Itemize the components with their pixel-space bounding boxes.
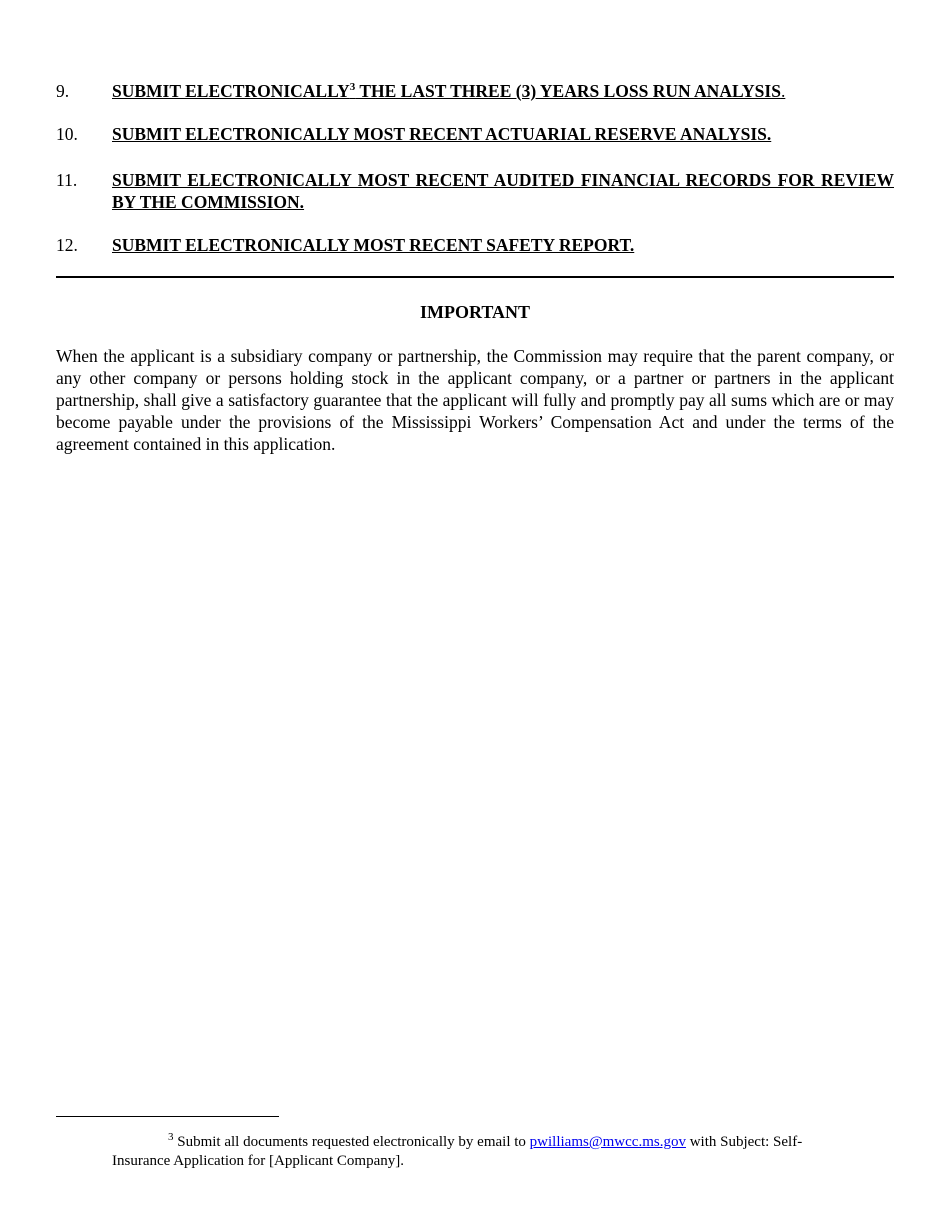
item-text: SUBMIT ELECTRONICALLY MOST RECENT SAFETY REPORT. (112, 235, 635, 255)
item-number: 11. (56, 170, 78, 190)
footnote-text-after: with Subject: Self-Insurance Application for [Applicant Company]. (112, 1134, 803, 1169)
footnote-text-before: Submit all documents requested electronically by email to (173, 1134, 530, 1150)
item-text: SUBMIT ELECTRONICALLY MOST RECENT AUDITED FINANCIAL RECORDS FOR REVIEW BY THE COMMISSION. (112, 170, 894, 212)
item-text-rest: THE LAST THREE (3) YEARS LOSS RUN ANALYSIS (355, 81, 781, 101)
list-item-9 (56, 80, 894, 102)
footnote-marker: 3 (168, 1131, 174, 1143)
item-number: 10. (56, 124, 78, 144)
footnote-divider (56, 1116, 279, 1117)
item-text (112, 80, 894, 102)
item-text-main: SUBMIT ELECTRONICALLY (112, 81, 350, 101)
item-number: 9. (56, 81, 70, 101)
email-link[interactable]: pwilliams@mwcc.ms.gov (529, 1134, 686, 1150)
item-number: 12. (56, 235, 78, 255)
important-paragraph: When the applicant is a subsidiary company or partnership, the Commission may require that the parent company, or any other company or persons holding stock in the applicant company, or a partner or partners in the applicant partnership, shall give a satisfactory guarantee that the applicant will fully and promptly pay all sums which are or may become payable under the provisions of the Mississippi Workers’ Compensation Act and under the terms of the agreement contained in this application. (56, 346, 894, 454)
footnote (112, 1133, 832, 1171)
footnote-reference[interactable]: 3 (349, 81, 356, 94)
important-heading: IMPORTANT (419, 302, 531, 322)
list-item-11 (56, 169, 894, 213)
section-divider (56, 276, 894, 278)
item-trailing-period: . (780, 81, 786, 101)
list-item-12 (56, 234, 894, 256)
list-item-10 (56, 123, 894, 145)
item-text: SUBMIT ELECTRONICALLY MOST RECENT ACTUARIAL RESERVE ANALYSIS. (112, 124, 772, 144)
